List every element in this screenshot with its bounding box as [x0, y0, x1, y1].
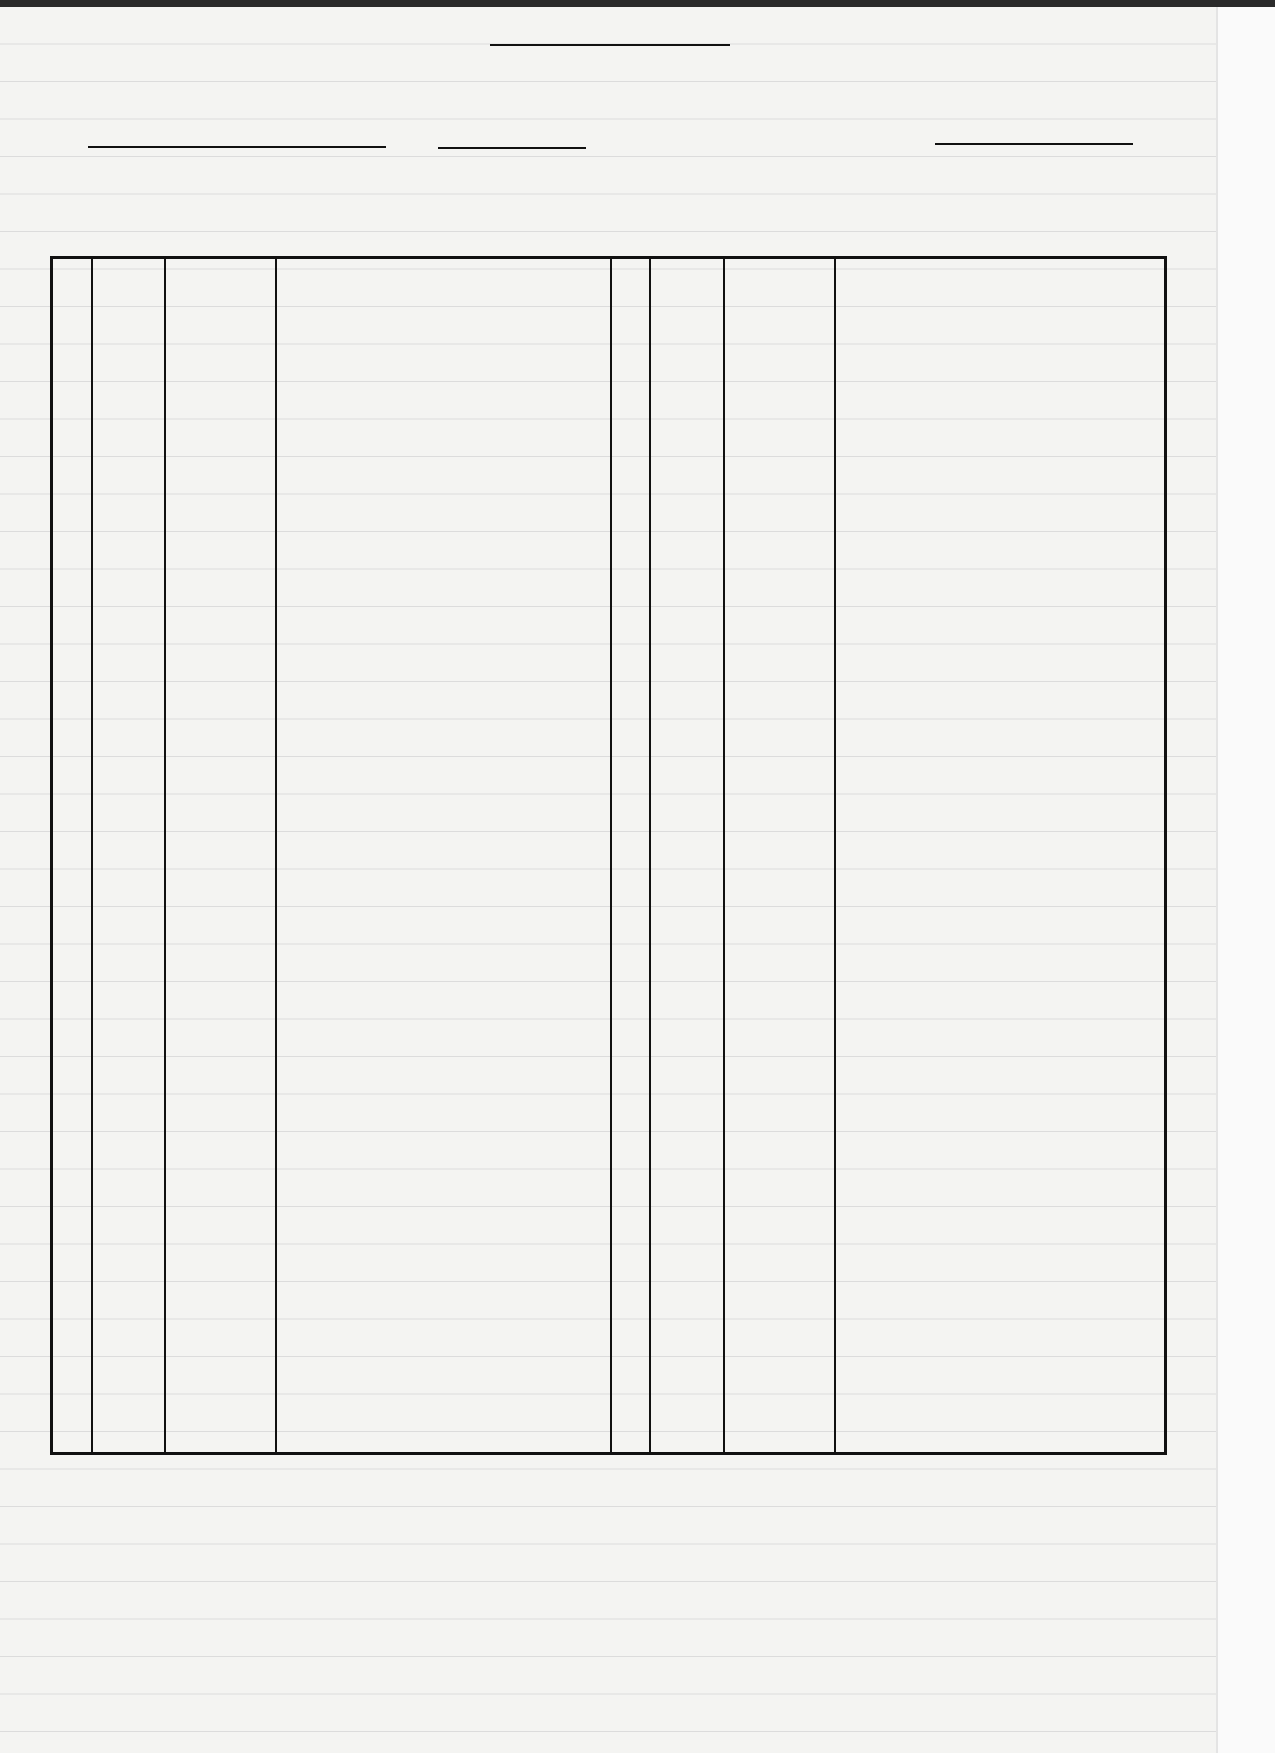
- center-divider: [610, 259, 612, 1452]
- date-underline: [935, 143, 1133, 145]
- coding-table: [50, 256, 1167, 1455]
- page-underline: [438, 147, 586, 149]
- page-edge-strip: [1216, 0, 1275, 1753]
- left-number-divider: [91, 259, 93, 1452]
- right-address-divider: [723, 259, 725, 1452]
- sheet-title: [490, 42, 730, 46]
- right-value-divider: [834, 259, 836, 1452]
- right-number-divider: [649, 259, 651, 1452]
- left-address-divider: [164, 259, 166, 1452]
- scan-top-edge: [0, 0, 1275, 7]
- routine-underline: [88, 146, 386, 148]
- left-value-divider: [275, 259, 277, 1452]
